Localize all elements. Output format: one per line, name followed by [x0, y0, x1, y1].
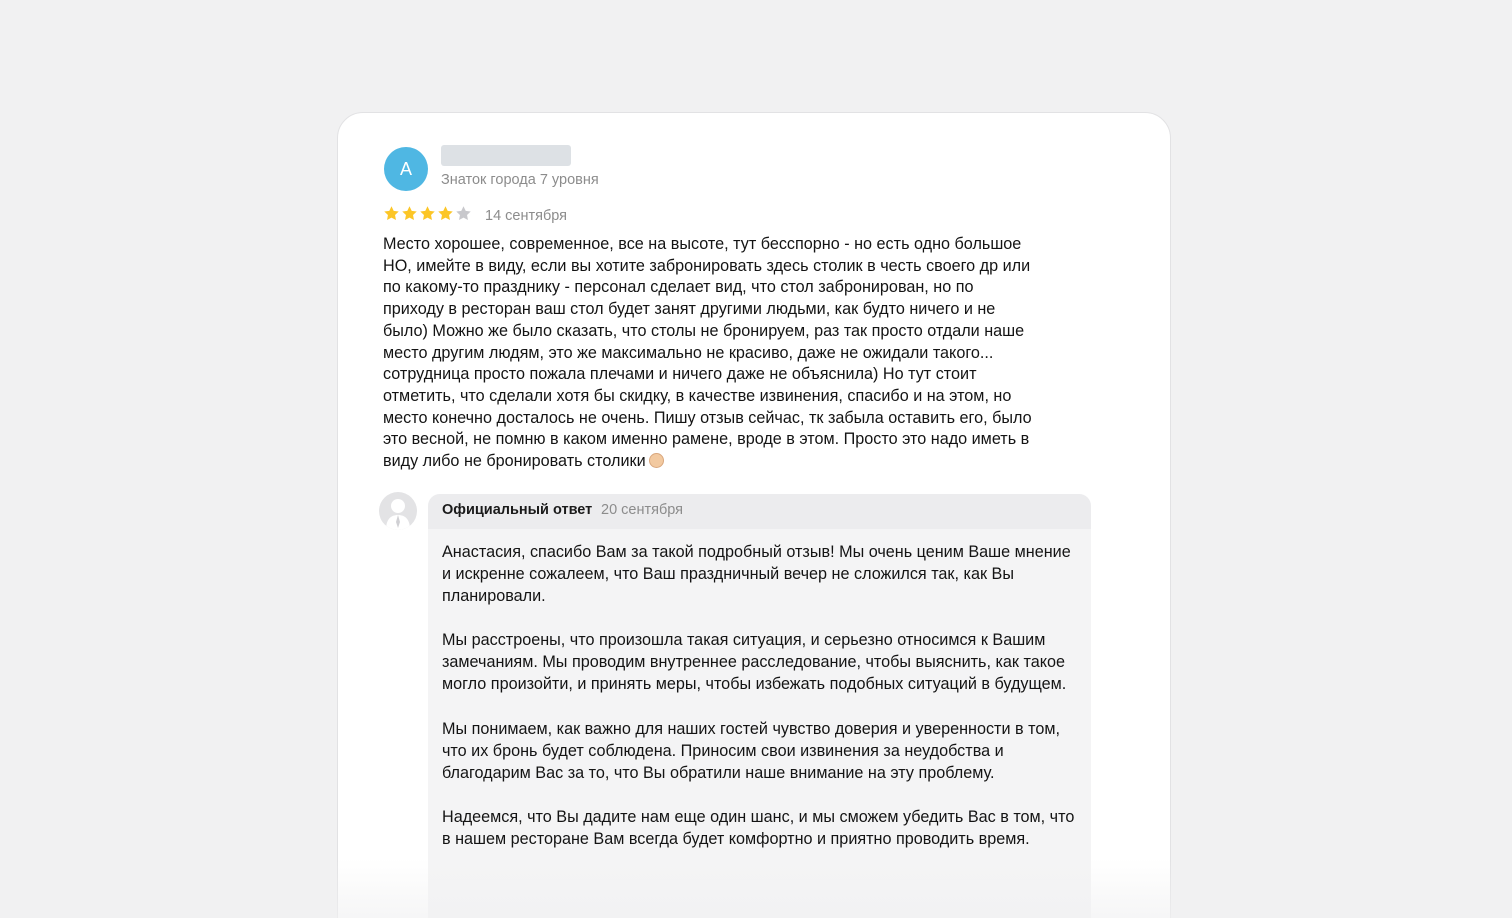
review-text — [383, 234, 1095, 473]
review-text-line: НО, имейте в виду, если вы хотите забронировать здесь столик в честь своего др или — [383, 256, 1031, 275]
review-text-line: место конечно досталось не очень. Пишу отзыв сейчас, тк забыла оставить его, было — [383, 408, 1032, 427]
official-answer — [428, 494, 1091, 918]
official-answer-text — [442, 541, 1082, 872]
person-silhouette-icon — [379, 492, 417, 530]
official-answer-paragraph: Анастасия, спасибо Вам за такой подробный отзыв! Мы очень ценим Ваше мнение и искренне сожалеем, что Ваш праздничный вечер не сложился так, как Вы планировали. — [442, 543, 1071, 606]
review-text-line: по какому-то празднику - персонал сделает вид, что стол забронирован, но по — [383, 278, 974, 297]
star-filled-icon — [383, 205, 400, 222]
review-text-body — [383, 235, 1032, 470]
star-filled-icon — [437, 205, 454, 222]
star-empty-icon — [455, 205, 472, 222]
review-text-line: виду либо не бронировать столики — [383, 452, 646, 471]
review-text-line: приходу в ресторан ваш стол будет занят другими людьми, как будто ничего и не — [383, 300, 996, 319]
review-text-line: это весной, не помню в каком именно рамене, вроде в этом. Просто это надо иметь в — [383, 430, 1030, 449]
official-answer-label: Официальный ответ — [442, 502, 593, 518]
review-card — [337, 112, 1171, 918]
review-date: 14 сентября — [485, 208, 568, 224]
rating-stars — [383, 205, 472, 227]
official-answer-date: 20 сентября — [601, 502, 684, 518]
ok-hand-icon — [649, 453, 664, 468]
star-filled-icon — [401, 205, 418, 222]
review-text-line: было) Можно же было сказать, что столы не бронируем, раз так просто отдали наше — [383, 321, 1025, 340]
review-text-line: Место хорошее, современное, все на высоте, тут бесспорно - но есть одно большое — [383, 235, 1022, 253]
star-filled-icon — [419, 205, 436, 222]
owner-avatar — [379, 492, 417, 530]
review-text-line: место другим людям, это же максимально не красиво, даже не ожидали такого... — [383, 343, 994, 362]
official-answer-paragraph: Надеемся, что Вы дадите нам еще один шанс, и мы сможем убедить Вас в том, что в нашем ресторане Вам всегда будет комфортно и приятно проводить время. — [442, 807, 1075, 848]
official-answer-paragraph: Мы понимаем, как важно для наших гостей чувство доверия и уверенности в том, что их бронь будет соблюдена. Приносим свои извинения за неудобства и благодарим Вас за то, что Вы обратили наше внимание на эту проблему. — [442, 719, 1060, 782]
official-answer-header — [428, 494, 1091, 529]
author-name-hidden[interactable] — [441, 145, 571, 166]
author-avatar[interactable]: А — [384, 147, 428, 191]
author-level: Знаток города 7 уровня — [441, 172, 599, 188]
review-text-line: отметить, что сделали хотя бы скидку, в качестве извинения, спасибо и на этом, но — [383, 386, 1012, 405]
review-text-line: сотрудница просто пожала плечами и ничего даже не объяснила) Но тут стоит — [383, 365, 977, 384]
official-answer-paragraph: Мы расстроены, что произошла такая ситуация, и серьезно относимся к Вашим замечаниям. Мы проводим внутреннее расследование, чтобы выяснить, как такое могло произойти, и принять меры, чтобы избежать подобных ситуаций в будущем. — [442, 631, 1067, 694]
